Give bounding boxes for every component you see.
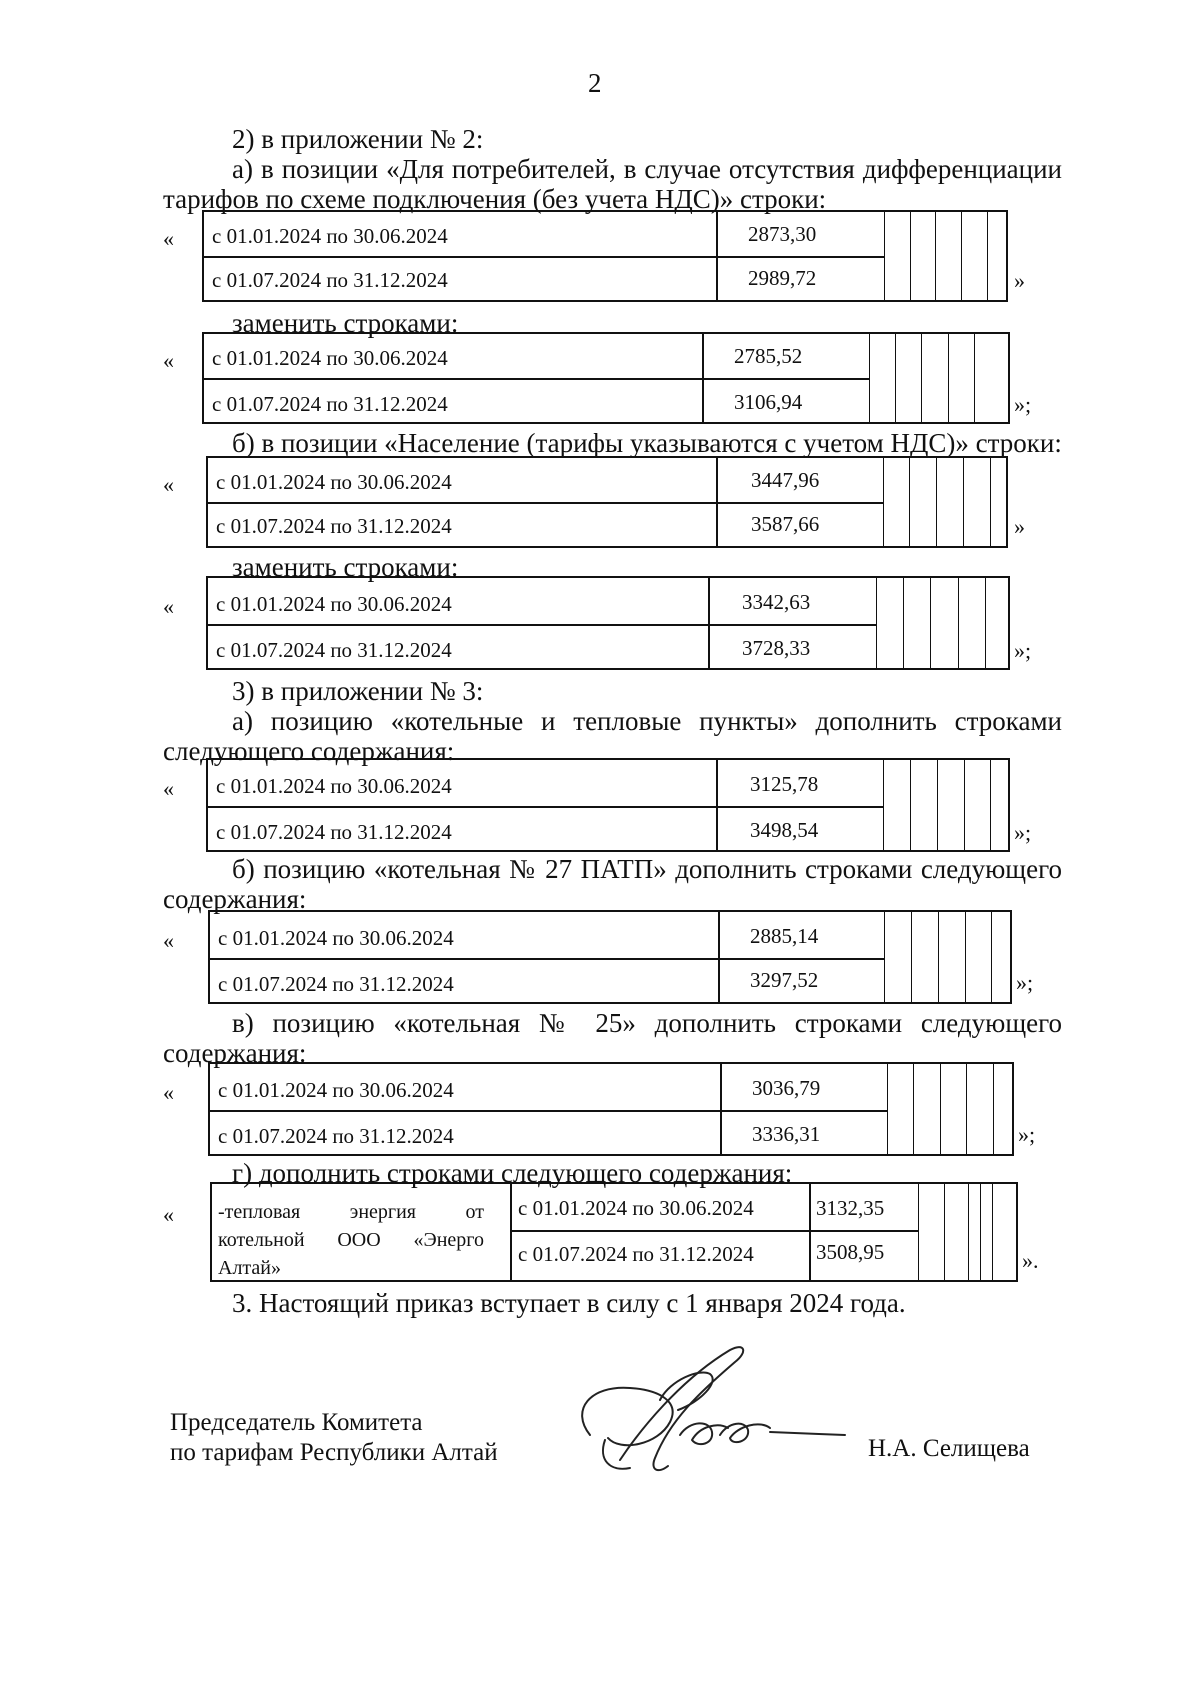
tariff-value: 3498,54 (750, 818, 819, 842)
paragraph-line: б) в позиции «Население (тарифы указываются с учетом НДС)» строки: (232, 428, 1062, 458)
paragraph-line: следующего содержания: (163, 736, 455, 766)
paragraph-line: заменить строками: (232, 552, 459, 582)
handwritten-signature (560, 1340, 860, 1500)
open-quote: « (163, 1080, 174, 1105)
tariff-value: 3106,94 (734, 390, 803, 414)
period-cell: с 01.07.2024 по 31.12.2024 (218, 972, 454, 996)
open-quote: « (163, 1202, 174, 1227)
period-cell: с 01.07.2024 по 31.12.2024 (212, 268, 448, 292)
paragraph-line: б) позицию «котельная № 27 ПАТП» дополнить строками следующего (232, 854, 1062, 884)
close-quote: »; (1016, 970, 1034, 995)
close-quote: ». (1022, 1248, 1039, 1273)
close-quote: »; (1014, 638, 1032, 663)
tariff-value: 3125,78 (750, 772, 819, 796)
open-quote: « (163, 776, 174, 801)
paragraph-line: содержания: (163, 1038, 307, 1068)
page-number: 2 (588, 68, 602, 98)
paragraph-line: заменить строками: (232, 308, 459, 338)
period-cell: с 01.01.2024 по 30.06.2024 (212, 224, 448, 248)
tariff-value: 2989,72 (748, 266, 817, 290)
tariff-table (202, 210, 1008, 302)
tariff-table (206, 758, 1010, 852)
section-heading: 3) в приложении № 3: (232, 676, 484, 706)
tariff-value: 3132,35 (816, 1196, 885, 1220)
paragraph-line: а) в позиции «Для потребителей, в случае отсутствия дифференциации (232, 154, 1062, 184)
period-cell: с 01.07.2024 по 31.12.2024 (212, 392, 448, 416)
tariff-table (208, 1062, 1014, 1156)
paragraph-line: в) позицию «котельная № 25» дополнить строками следующего (232, 1008, 1062, 1038)
paragraph-line: а) позицию «котельные и тепловые пункты» дополнить строками (232, 706, 1062, 736)
close-quote: » (1014, 514, 1025, 539)
close-quote: » (1014, 268, 1025, 293)
open-quote: « (163, 348, 174, 373)
tariff-table (208, 910, 1012, 1004)
tariff-value: 3036,79 (752, 1076, 821, 1100)
open-quote: « (163, 226, 174, 251)
period-cell: с 01.01.2024 по 30.06.2024 (218, 926, 454, 950)
effective-date-clause: 3. Настоящий приказ вступает в силу с 1 января 2024 года. (232, 1288, 906, 1318)
tariff-value: 2785,52 (734, 344, 803, 368)
open-quote: « (163, 928, 174, 953)
signatory-title: Председатель Комитета (170, 1409, 423, 1436)
tariff-table (206, 456, 1008, 548)
tariff-value: 3447,96 (751, 468, 820, 492)
open-quote: « (163, 594, 174, 619)
paragraph-line: содержания: (163, 884, 307, 914)
signatory-name: Н.А. Селищева (868, 1435, 1030, 1462)
tariff-value: 3336,31 (752, 1122, 821, 1146)
close-quote: »; (1018, 1122, 1036, 1147)
consumer-label-cell: -тепловая энергия от котельной ООО «Энерго Алтай» (218, 1201, 484, 1279)
close-quote: »; (1014, 820, 1032, 845)
period-cell: с 01.07.2024 по 31.12.2024 (518, 1242, 754, 1266)
tariff-value: 2885,14 (750, 924, 819, 948)
open-quote: « (163, 472, 174, 497)
tariff-value: 3297,52 (750, 968, 819, 992)
tariff-value: 3587,66 (751, 512, 820, 536)
paragraph-line: г) дополнить строками следующего содержания: (232, 1158, 793, 1188)
tariff-value: 3728,33 (742, 636, 811, 660)
period-cell: с 01.07.2024 по 31.12.2024 (216, 514, 452, 538)
period-cell: с 01.07.2024 по 31.12.2024 (218, 1124, 454, 1148)
period-cell: с 01.01.2024 по 30.06.2024 (216, 774, 452, 798)
section-heading: 2) в приложении № 2: (232, 124, 484, 154)
period-cell: с 01.07.2024 по 31.12.2024 (216, 638, 452, 662)
period-cell: с 01.01.2024 по 30.06.2024 (216, 470, 452, 494)
close-quote: »; (1014, 392, 1032, 417)
tariff-value: 3342,63 (742, 590, 811, 614)
tariff-table (210, 1182, 1018, 1282)
paragraph-line: тарифов по схеме подключения (без учета НДС)» строки: (163, 184, 827, 214)
tariff-value: 3508,95 (816, 1240, 885, 1264)
period-cell: с 01.01.2024 по 30.06.2024 (212, 346, 448, 370)
signatory-title: по тарифам Республики Алтай (170, 1439, 498, 1466)
period-cell: с 01.07.2024 по 31.12.2024 (216, 820, 452, 844)
period-cell: с 01.01.2024 по 30.06.2024 (218, 1078, 454, 1102)
tariff-value: 2873,30 (748, 222, 817, 246)
period-cell: с 01.01.2024 по 30.06.2024 (518, 1196, 754, 1220)
tariff-table (206, 576, 1010, 670)
tariff-table (202, 332, 1010, 424)
period-cell: с 01.01.2024 по 30.06.2024 (216, 592, 452, 616)
